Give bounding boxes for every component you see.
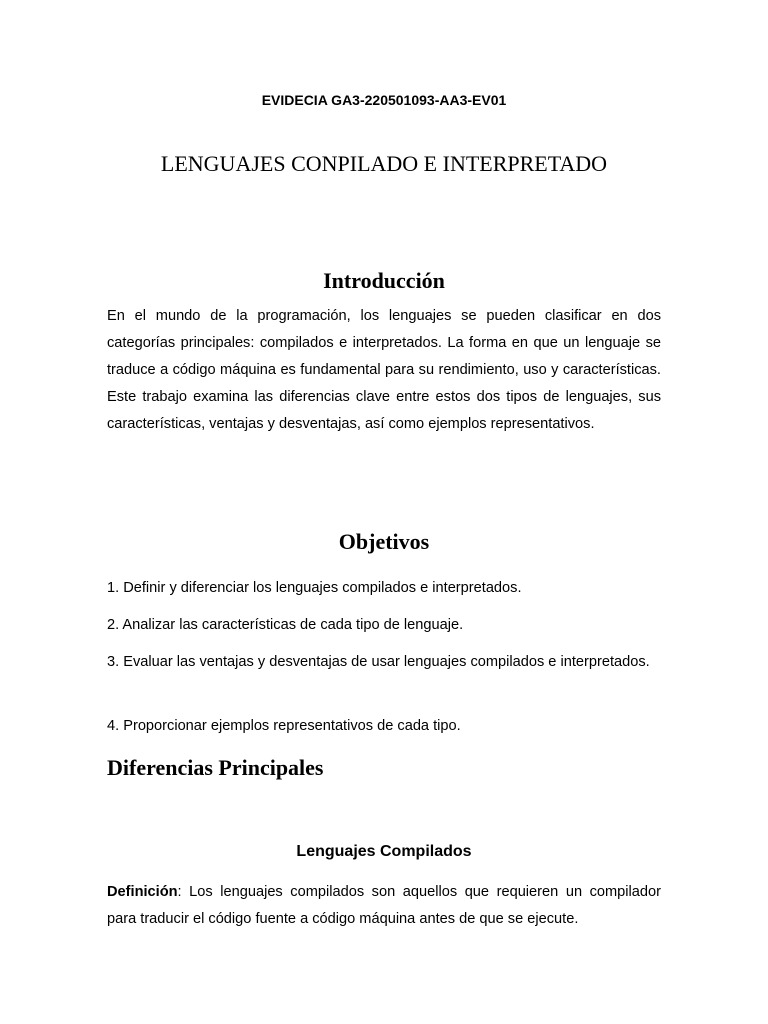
compiled-definition-paragraph [107,879,661,933]
introduction-paragraph: En el mundo de la programación, los lenguajes se pueden clasificar en dos categorías principales: compilados e interpretados. La forma en que un lenguaje se traduce a código máquina es fundamental para su rendimiento, uso y características. Este trabajo examina las diferencias clave entre estos dos tipos de lenguajes, sus características, ventajas y desventajas, así como ejemplos representativos. [107,308,661,432]
differences-heading: Diferencias Principales [107,755,324,780]
introduction-heading: Introducción [323,268,445,293]
evidence-code: EVIDECIA GA3-220501093-AA3-EV01 [261,92,507,108]
objective-item-2: 2. Analizar las características de cada tipo de lenguaje. [107,617,464,633]
document-title: LENGUAJES CONPILADO E INTERPRETADO [160,151,608,176]
document-page [107,0,661,1024]
objective-item-1: 1. Definir y diferenciar los lenguajes compilados e interpretados. [107,580,522,596]
objective-item-4: 4. Proporcionar ejemplos representativos de cada tipo. [107,718,461,734]
definition-text: : Los lenguajes compilados son aquellos que requieren un compilador para traducir el código fuente a código máquina antes de que se ejecute. [107,884,661,927]
objective-item-3: 3. Evaluar las ventajas y desventajas de usar lenguajes compilados e interpretados. [107,654,650,670]
definition-label: Definición [107,884,178,900]
objectives-heading: Objetivos [338,529,430,554]
compiled-languages-heading: Lenguajes Compilados [296,843,472,860]
